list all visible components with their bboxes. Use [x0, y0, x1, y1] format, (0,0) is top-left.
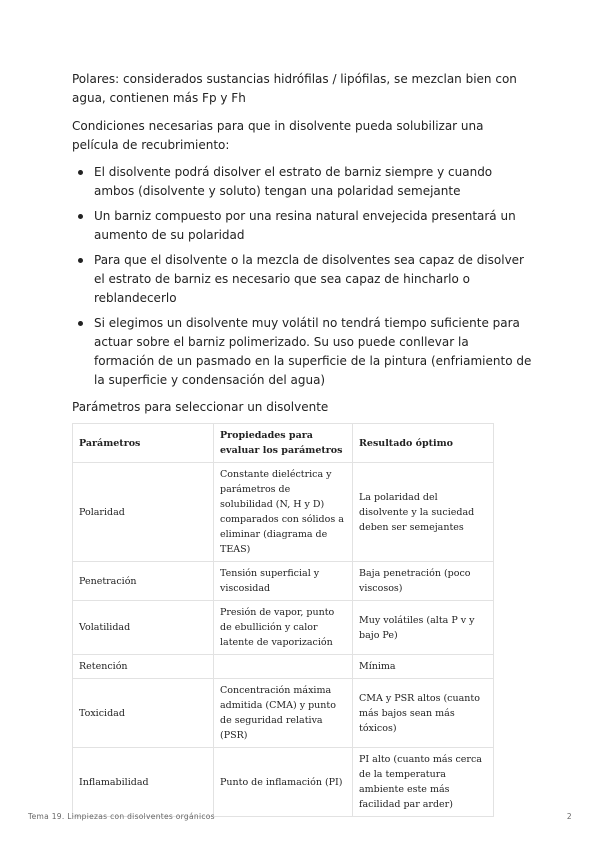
- table-cell-properties: Tensión superficial y viscosidad: [214, 562, 353, 601]
- list-item-text: Para que el disolvente o la mezcla de disolventes sea capaz de disolver el estrato de barniz es necesario que sea capaz de hincharlo o reblandecerlo: [94, 253, 524, 305]
- table-cell-properties: Punto de inflamación (PI): [214, 748, 353, 817]
- table-cell-parameter: Toxicidad: [73, 679, 214, 748]
- page-number: 2: [566, 812, 572, 821]
- bullet-icon: [78, 321, 83, 326]
- table-cell-parameter: Retención: [73, 655, 214, 679]
- table-cell-parameter: Polaridad: [73, 463, 214, 562]
- table-cell-parameter: Penetración: [73, 562, 214, 601]
- parameters-table: [72, 423, 494, 817]
- list-item: [72, 314, 532, 390]
- table-cell-parameter: Inflamabilidad: [73, 748, 214, 817]
- table-row: [73, 562, 494, 601]
- paragraph-condiciones: Condiciones necesarias para que in disolvente pueda solubilizar una película de recubrimiento:: [72, 119, 484, 152]
- header-propiedades: Propiedades para evaluar los parámetros: [214, 424, 353, 463]
- page-footer: [28, 812, 572, 821]
- document-body: [72, 70, 532, 817]
- conditions-list: [72, 163, 532, 390]
- bullet-icon: [78, 258, 83, 263]
- table-cell-properties: [214, 655, 353, 679]
- table-cell-properties: Presión de vapor, punto de ebullición y calor latente de vaporización: [214, 601, 353, 655]
- paragraph-parametros: Parámetros para seleccionar un disolvente: [72, 400, 329, 414]
- table-cell-parameter: Volatilidad: [73, 601, 214, 655]
- bullet-icon: [78, 170, 83, 175]
- table-header-row: [73, 424, 494, 463]
- footer-title: Tema 19. Limpiezas con disolventes orgánicos: [28, 812, 215, 821]
- paragraph-polares: Polares: considerados sustancias hidrófilas / lipófilas, se mezclan bien con agua, contienen más Fp y Fh: [72, 72, 517, 105]
- list-item-text: Un barniz compuesto por una resina natural envejecida presentará un aumento de su polaridad: [94, 209, 516, 242]
- table-cell-result: CMA y PSR altos (cuanto más bajos sean más tóxicos): [353, 679, 494, 748]
- table-cell-properties: Concentración máxima admitida (CMA) y punto de seguridad relativa (PSR): [214, 679, 353, 748]
- header-resultado: Resultado óptimo: [353, 424, 494, 463]
- list-item: [72, 207, 532, 245]
- table-cell-result: Mínima: [353, 655, 494, 679]
- table-cell-properties: Constante dieléctrica y parámetros de solubilidad (N, H y D) comparados con sólidos a eliminar (diagrama de TEAS): [214, 463, 353, 562]
- table-row: [73, 679, 494, 748]
- header-parametros: Parámetros: [73, 424, 214, 463]
- list-item-text: El disolvente podrá disolver el estrato de barniz siempre y cuando ambos (disolvente y soluto) tengan una polaridad semejante: [94, 165, 493, 198]
- table-cell-result: La polaridad del disolvente y la suciedad deben ser semejantes: [353, 463, 494, 562]
- table-row: [73, 463, 494, 562]
- list-item-text: Si elegimos un disolvente muy volátil no tendrá tiempo suficiente para actuar sobre el barniz polimerizado. Su uso puede conllevar la formación de un pasmado en la superficie de la pintura (enfriamiento de la superficie y condensación del agua): [94, 316, 532, 387]
- table-cell-result: PI alto (cuanto más cerca de la temperatura ambiente este más facilidad par arder): [353, 748, 494, 817]
- table-row: [73, 601, 494, 655]
- bullet-icon: [78, 214, 83, 219]
- table-row: [73, 748, 494, 817]
- list-item: [72, 251, 532, 308]
- table-cell-result: Muy volátiles (alta P v y bajo Pe): [353, 601, 494, 655]
- list-item: [72, 163, 532, 201]
- table-cell-result: Baja penetración (poco viscosos): [353, 562, 494, 601]
- table-row: [73, 655, 494, 679]
